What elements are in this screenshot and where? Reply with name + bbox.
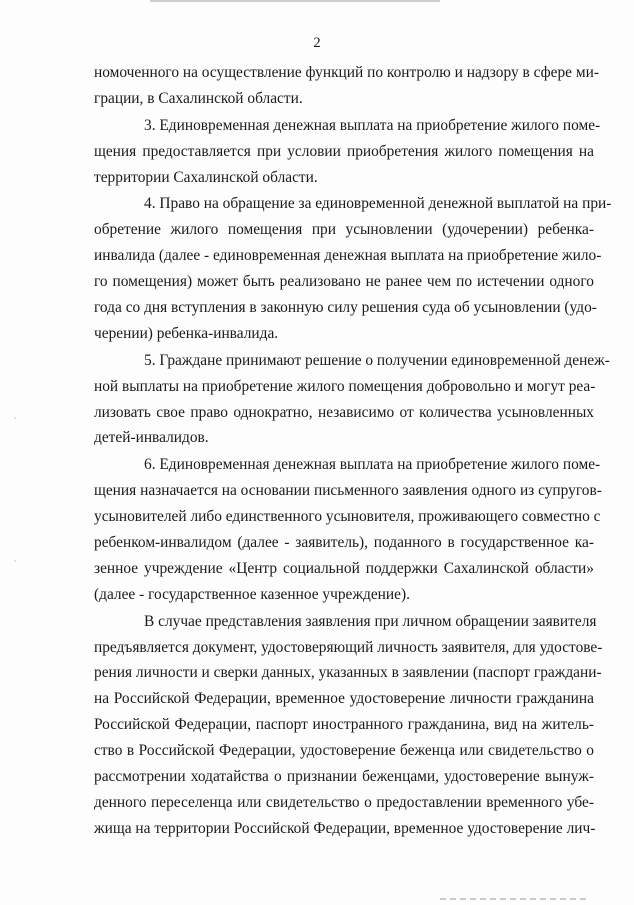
text-line: грации, в Сахалинской области.: [94, 89, 303, 107]
scan-speck: [14, 560, 16, 562]
scan-bottom-edge: [440, 898, 590, 900]
text-line: жища на территории Российской Федерации, временное удостоверение лич-: [94, 819, 596, 837]
text-line: денного переселенца или свидетельство о предоставлении временного убе-: [94, 793, 594, 811]
text-line: (далее - государственное казенное учреждение).: [94, 585, 410, 603]
text-line: черении) ребенка-инвалида.: [94, 324, 279, 342]
scan-top-edge: [150, 0, 440, 2]
text-line: усыновителей либо единственного усыновителя, проживающего совместно с: [94, 508, 601, 526]
text-line: В случае представления заявления при личном обращении заявителя: [144, 612, 597, 630]
text-line: обретение жилого помещения при усыновлении (удочерении) ребенка-: [94, 221, 594, 239]
text-line: ной выплаты на приобретение жилого помещения добровольно и могут реа-: [94, 377, 596, 395]
text-line: 4. Право на обращение за единовременной денежной выплатой на при-: [144, 195, 612, 213]
text-line: на Российской Федерации, временное удостоверение личности гражданина: [94, 690, 594, 708]
body-text: [94, 60, 612, 842]
text-line: 3. Единовременная денежная выплата на приобретение жилого поме-: [144, 116, 601, 134]
text-line: ребенком-инвалидом (далее - заявитель), поданного в государственное ка-: [94, 534, 594, 552]
text-line: года со дня вступления в законную силу решения суда об усыновлении (удо-: [94, 299, 597, 317]
text-line: зенное учреждение «Центр социальной поддержки Сахалинской области»: [94, 559, 594, 577]
text-line: го помещения) может быть реализовано не ранее чем по истечении одного: [94, 273, 594, 291]
text-line: ство в Российской Федерации, удостоверение беженца или свидетельство о: [94, 742, 594, 760]
text-line: номоченного на осуществление функций по контролю и надзору в сфере ми-: [94, 64, 599, 81]
text-line: Российской Федерации, паспорт иностранного гражданина, вид на житель-: [94, 716, 594, 734]
text-line: щения предоставляется при условии приобретения жилого помещения на: [94, 142, 594, 160]
text-line: инвалида (далее - единовременная денежная выплата на приобретение жило-: [94, 247, 602, 265]
text-line: 6. Единовременная денежная выплата на приобретение жилого поме-: [144, 456, 601, 474]
text-line: предъявляется документ, удостоверяющий личность заявителя, для удостове-: [94, 638, 603, 656]
page-number: 2: [313, 35, 321, 51]
text-line: 5. Граждане принимают решение о получении единовременной денеж-: [144, 351, 610, 369]
text-line: рассмотрении ходатайства о признании беженцами, удостоверение вынуж-: [94, 768, 594, 786]
text-line: лизовать свое право однократно, независимо от количества усыновленных: [94, 403, 594, 421]
text-line: рения личности и сверки данных, указанных в заявлении (паспорт граждани-: [94, 664, 602, 682]
text-line: щения назначается на основании письменного заявления одного из супругов-: [94, 482, 602, 500]
scan-speck: [14, 417, 16, 419]
text-line: территории Сахалинской области.: [94, 168, 318, 186]
text-line: детей-инвалидов.: [94, 429, 209, 447]
